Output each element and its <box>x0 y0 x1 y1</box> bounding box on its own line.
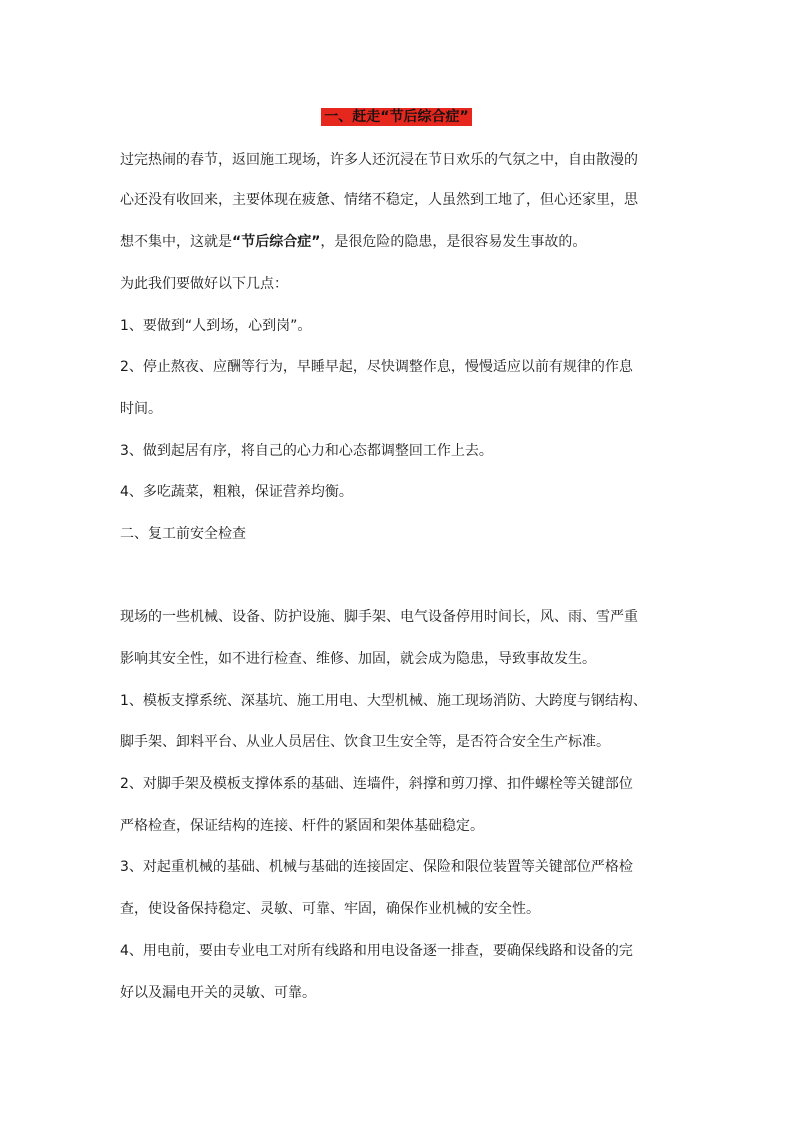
paragraph-text: ，是很危险的隐患，是很容易发生事故的。 <box>320 234 587 250</box>
title-container <box>0 106 793 126</box>
list-item: 4、用电前，要由专业电工对所有线路和用电设备逐一排查，要确保线路和设备的完 <box>120 943 633 959</box>
paragraph-line: 心还没有收回来，主要体现在疲惫、情绪不稳定，人虽然到工地了，但心还家里，思 <box>120 192 638 208</box>
list-item-continued: 脚手架、卸料平台、从业人员居住、饮食卫生安全等，是否符合安全生产标准。 <box>120 734 610 750</box>
list-item-continued: 时间。 <box>120 401 162 417</box>
list-item: 3、对起重机械的基础、机械与基础的连接固定、保险和限位装置等关键部位严格检 <box>120 859 633 875</box>
list-item: 2、停止熬夜、应酬等行为，早睡早起，尽快调整作息，慢慢适应以前有规律的作息 <box>120 359 633 375</box>
list-item-continued: 好以及漏电开关的灵敏、可靠。 <box>120 985 316 1001</box>
section-heading: 二、复工前安全检查 <box>120 526 246 542</box>
list-item: 4、多吃蔬菜，粗粮，保证营养均衡。 <box>120 484 353 500</box>
paragraph-line: 影响其安全性，如不进行检查、维修、加固，就会成为隐患，导致事故发生。 <box>120 651 596 667</box>
paragraph-line <box>120 232 680 252</box>
list-item: 1、要做到“人到场，心到岗”。 <box>120 318 312 334</box>
list-item: 2、对脚手架及模板支撑体系的基础、连墙件，斜撑和剪刀撑、扣件螺栓等关键部位 <box>120 776 633 792</box>
list-item: 3、做到起居有序，将自己的心力和心态都调整回工作上去。 <box>120 443 493 459</box>
list-item-continued: 查，使设备保持稳定、灵敏、可靠、牢固，确保作业机械的安全性。 <box>120 901 540 917</box>
highlighted-term: “节后综合症” <box>232 234 321 250</box>
paragraph-line: 为此我们要做好以下几点： <box>120 276 288 292</box>
section-title: 一、赶走“节后综合症” <box>321 108 471 126</box>
paragraph-line: 现场的一些机械、设备、防护设施、脚手架、电气设备停用时间长，风、雨、雪严重 <box>120 609 638 625</box>
list-item-continued: 严格检查，保证结构的连接、杆件的紧固和架体基础稳定。 <box>120 818 484 834</box>
list-item: 1、模板支撑系统、深基坑、施工用电、大型机械、施工现场消防、大跨度与钢结构、 <box>120 693 647 709</box>
paragraph-text: 想不集中，这就是 <box>120 234 232 250</box>
paragraph-line: 过完热闹的春节，返回施工现场，许多人还沉浸在节日欢乐的气氛之中，自由散漫的 <box>120 152 638 168</box>
